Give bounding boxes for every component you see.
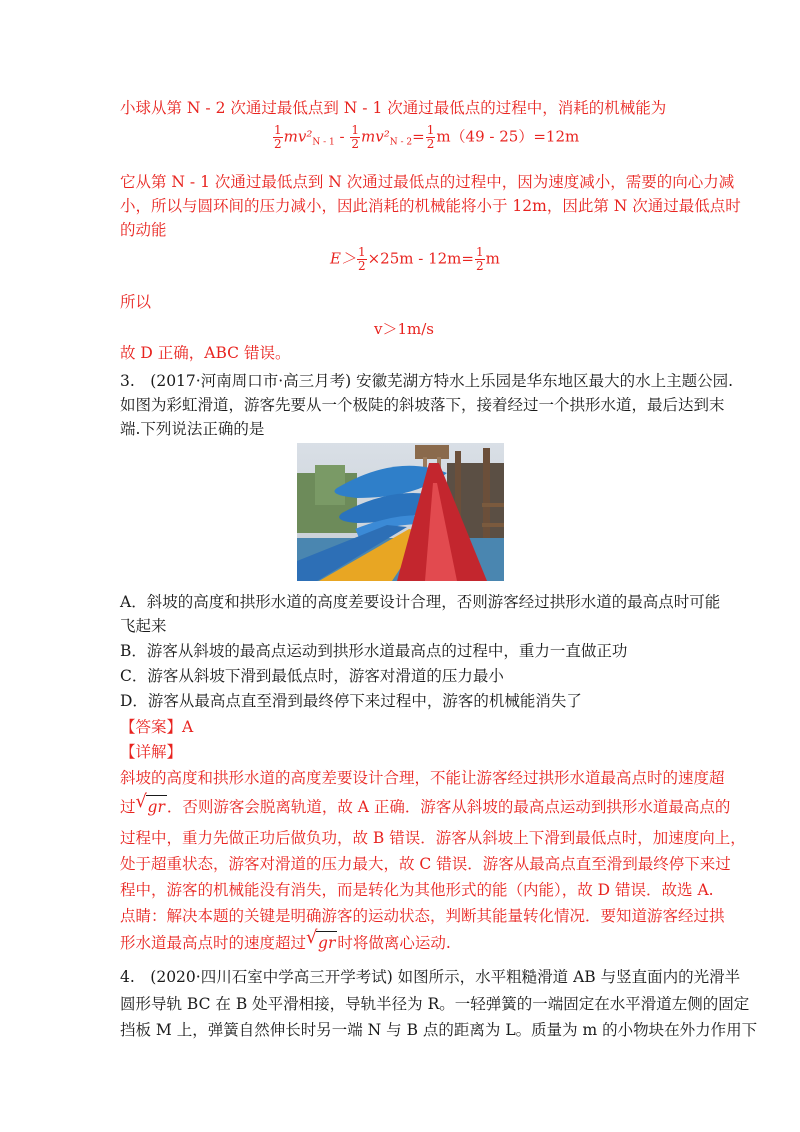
sqrt-gr: √ gr: [135, 791, 165, 816]
q3-detail-line-6: 点睛：解决本题的关键是明确游客的运动状态，判断其能量转化情况．要知道游客经过拱: [120, 907, 725, 925]
q3-detail-line-4: 处于超重状态，游客对滑道的压力最大，故 C 错误．游客从最高点直至滑到最终停下来过: [120, 855, 731, 873]
sqrt-gr: √ gr: [306, 927, 336, 952]
q3-answer: 【答案】A: [120, 718, 194, 736]
solution-line-6: 故 D 正确，ABC 错误。: [120, 344, 291, 362]
solution-line-5: 所以: [120, 293, 152, 311]
q4-stem-line-2: 圆形导轨 BC 在 B 处平滑相接，导轨半径为 R。一轻弹簧的一端固定在水平滑道左侧的固定: [120, 995, 750, 1013]
q3-option-d: D．游客从最高点直至滑到最终停下来过程中，游客的机械能消失了: [120, 692, 582, 710]
q4-stem-line-3: 挡板 M 上，弹簧自然伸长时另一端 N 与 B 点的距离为 L。质量为 m 的小物块在外力作用下: [120, 1021, 758, 1039]
q3-detail-line-2: 过 √ gr ．否则游客会脱离轨道，故 A 正确．游客从斜坡的最高点运动到拱形水道最高点的: [120, 791, 731, 816]
solution-line-3: 小，所以与圆环间的压力减小，因此消耗的机械能将小于 12m，因此第 N 次通过最低点时: [120, 197, 741, 215]
q3-option-a-line-2: 飞起来: [120, 617, 167, 635]
q4-stem-line-1: 4. (2020·四川石室中学高三开学考试) 如图所示，水平粗糙滑道 AB 与竖直面内的光滑半: [120, 968, 741, 986]
q3-stem-line-1: 3. (2017·河南周口市·高三月考) 安徽芜湖方特水上乐园是华东地区最大的水上主题公园.: [120, 372, 734, 390]
q3-detail-line-3: 过程中，重力先做正功后做负功，故 B 错误．游客从斜坡上下滑到最低点时，加速度向上，: [120, 829, 746, 847]
q3-option-c: C．游客从斜坡下滑到最低点时，游客对滑道的压力最小: [120, 667, 504, 685]
equation-kinetic-energy: E＞ $\frac{1}{2}$ ×25m - 12m= $\frac{1}{2}$ m: [330, 245, 500, 273]
q3-option-a-line-1: A．斜坡的高度和拱形水道的高度差要设计合理，否则游客经过拱形水道的最高点时可能: [120, 593, 721, 611]
q3-detail-label: 【详解】: [120, 743, 183, 761]
q3-detail-line-7: 形水道最高点时的速度超过 √ gr 时将做离心运动.: [120, 927, 451, 952]
water-slide-photo: [297, 443, 504, 581]
q3-detail-line-5: 程中，游客的机械能没有消失，而是转化为其他形式的能（内能），故 D 错误．故选 A.: [120, 881, 714, 899]
equation-velocity: v＞1m/s: [374, 320, 434, 338]
q3-stem-line-3: 端.下列说法正确的是: [120, 420, 265, 438]
q3-detail-line-1: 斜坡的高度和拱形水道的高度差要设计合理，不能让游客经过拱形水道最高点时的速度超: [120, 769, 725, 787]
q3-stem-line-2: 如图为彩虹滑道，游客先要从一个极陡的斜坡落下，接着经过一个拱形水道，最后达到末: [120, 396, 725, 414]
equation-energy-loss: $\frac{1}{2}$ $mv^2_{N - 1}$ - $\frac{1}{2}$ $mv^2_{N - 2}=$ $\frac{1}{2}$ m（49 - 25）=12m: [274, 123, 580, 151]
solution-line-4: 的动能: [120, 221, 167, 239]
q3-option-b: B．游客从斜坡的最高点运动到拱形水道最高点的过程中，重力一直做正功: [120, 642, 628, 660]
solution-line-2: 它从第 N - 1 次通过最低点到 N 次通过最低点的过程中，因为速度减小，需要的向心力减: [120, 173, 735, 191]
solution-line-1: 小球从第 N - 2 次通过最低点到 N - 1 次通过最低点的过程中，消耗的机械能为: [120, 99, 667, 117]
